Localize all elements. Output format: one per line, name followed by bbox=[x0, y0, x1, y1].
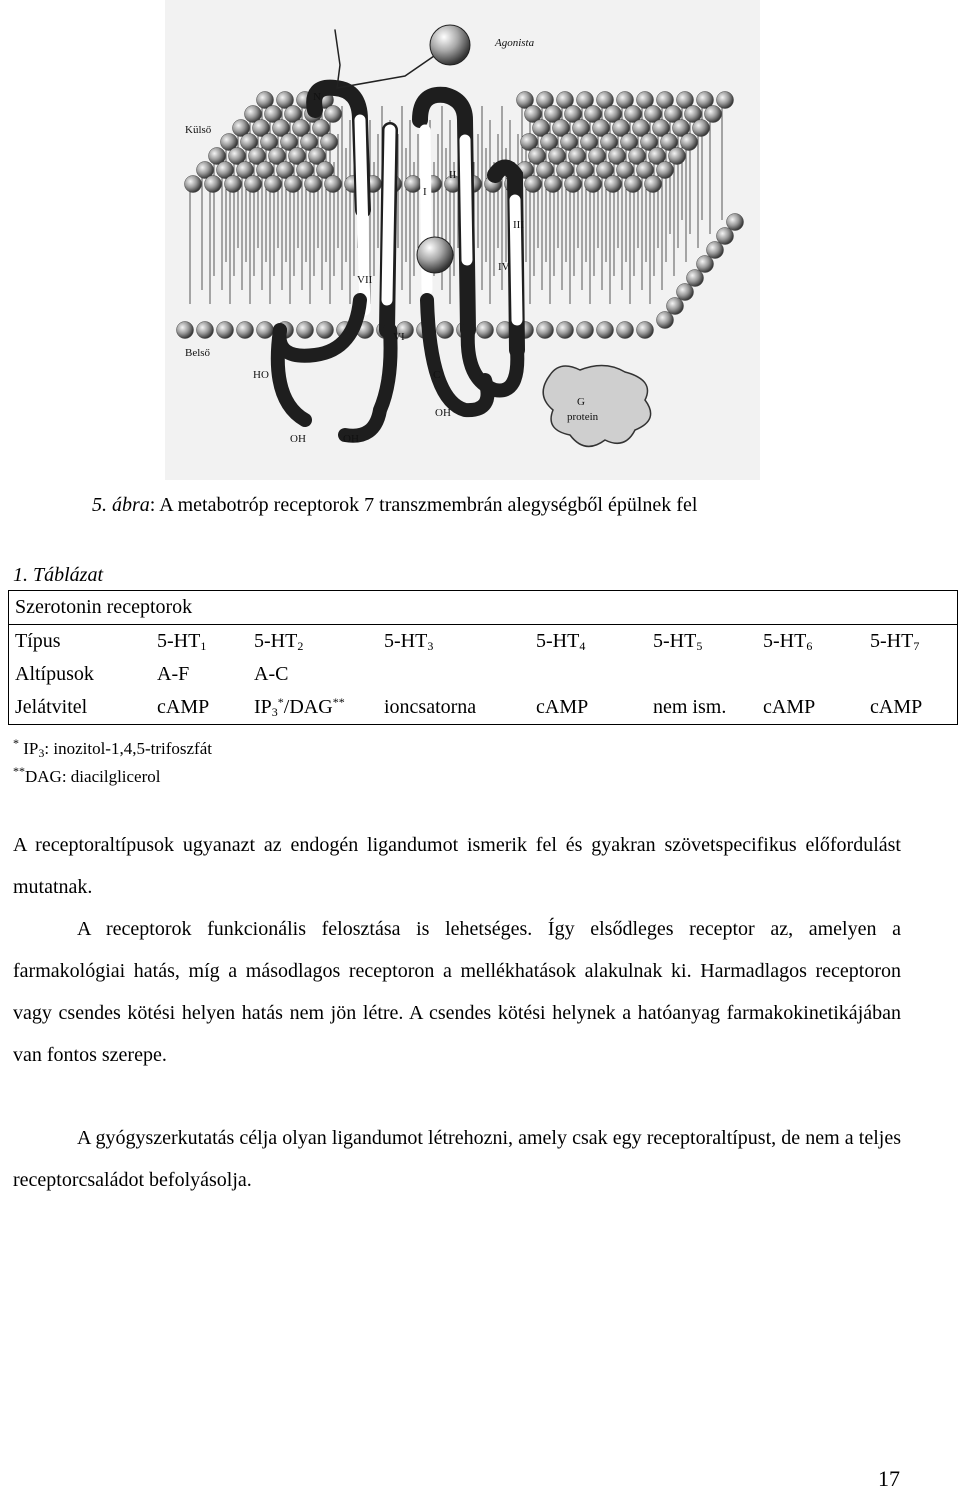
lipid-head bbox=[565, 176, 582, 193]
lipid-head bbox=[325, 106, 342, 123]
transduction-row bbox=[9, 691, 958, 725]
lipid-head bbox=[557, 322, 574, 339]
lipid-head bbox=[707, 242, 724, 259]
label-oh-2: OH bbox=[343, 433, 359, 445]
label-oh-1: OH bbox=[290, 433, 306, 445]
label-outer: Külső bbox=[185, 124, 212, 136]
type-cell: $5-HT_1$ bbox=[157, 629, 207, 653]
label-helix-4: IV bbox=[498, 261, 510, 273]
transduction-cell: ioncsatorna bbox=[378, 691, 530, 725]
caption-prefix: 5. ábra bbox=[92, 494, 150, 516]
subtype-row bbox=[9, 658, 958, 691]
lipid-head bbox=[405, 176, 422, 193]
label-g-protein-2: protein bbox=[567, 411, 599, 423]
label-g-protein-1: G bbox=[577, 396, 585, 408]
label-agonist: Agonista bbox=[495, 37, 535, 49]
lipid-head bbox=[617, 322, 634, 339]
lipid-head bbox=[225, 176, 242, 193]
lipid-head bbox=[687, 270, 704, 287]
subtype-cell bbox=[864, 658, 958, 691]
subtype-cell bbox=[530, 658, 647, 691]
lipid-head bbox=[257, 322, 274, 339]
agonist-ball bbox=[430, 25, 470, 65]
paragraph-2 bbox=[13, 908, 901, 1076]
table-title: 1. Táblázat bbox=[13, 564, 104, 586]
ligand-ball bbox=[417, 237, 453, 273]
table-header: Szerotonin receptorok bbox=[9, 591, 958, 625]
lipid-head bbox=[637, 322, 654, 339]
lipid-head bbox=[717, 228, 734, 245]
transduction-cell: cAMP bbox=[151, 691, 248, 725]
label-n-terminus: N bbox=[313, 91, 321, 103]
lipid-head bbox=[681, 134, 698, 151]
lipid-head bbox=[437, 322, 454, 339]
type-cell: $5-HT_4$ bbox=[536, 629, 586, 653]
paragraph-2-text: A receptorok funkcionális felosztása is lehetséges. Így elsődleges receptor az, amelyen a farmakológiai hatás, míg a másodlagos receptoron a mellékhatások alakulnak ki. Harmadlagos receptoron vagy csendes kötési helyen hatás nem jön létre. A csendes kötési helynek a hatóanyag farmakokinetikájában van fontos szerepe. bbox=[13, 918, 901, 1066]
lipid-head bbox=[285, 176, 302, 193]
lipid-head bbox=[217, 322, 234, 339]
type-cell: $5-HT_3$ bbox=[384, 629, 434, 653]
lipid-head bbox=[525, 176, 542, 193]
label-helix-1: I bbox=[423, 186, 427, 198]
lipid-head bbox=[325, 176, 342, 193]
label-helix-7: VII bbox=[357, 274, 373, 286]
table-header-row bbox=[9, 591, 958, 625]
lipid-head bbox=[657, 162, 674, 179]
paragraph-1-text: A receptoraltípusok ugyanazt az endogén ligandumot ismerik fel és gyakran szövetspecifikus előfordulást mutatnak. bbox=[13, 834, 901, 898]
lipid-head bbox=[545, 176, 562, 193]
receptor-membrane-figure bbox=[165, 0, 760, 480]
lipid-head bbox=[727, 214, 744, 231]
lipid-head bbox=[185, 176, 202, 193]
lipid-head bbox=[537, 322, 554, 339]
label-helix-6: VI bbox=[393, 331, 405, 343]
transduction-cell: nem ism. bbox=[647, 691, 757, 725]
lipid-head bbox=[205, 176, 222, 193]
lipid-head bbox=[197, 322, 214, 339]
lipid-head bbox=[625, 176, 642, 193]
lipid-head bbox=[237, 322, 254, 339]
lipid-head bbox=[705, 106, 722, 123]
lipid-head bbox=[657, 312, 674, 329]
lipid-head bbox=[697, 256, 714, 273]
lipid-head bbox=[597, 322, 614, 339]
lipid-head bbox=[297, 322, 314, 339]
lipid-head bbox=[677, 284, 694, 301]
lipid-head bbox=[585, 176, 602, 193]
label-helix-3: III bbox=[513, 219, 524, 231]
lipid-head bbox=[645, 176, 662, 193]
serotonin-receptor-table bbox=[8, 590, 958, 725]
transduction-label: Jelátvitel bbox=[9, 691, 152, 725]
figure-caption bbox=[92, 494, 697, 517]
page-number: 17 bbox=[878, 1466, 900, 1491]
lipid-head bbox=[265, 176, 282, 193]
label-ho: HO bbox=[253, 369, 269, 381]
lipid-head bbox=[669, 148, 686, 165]
lipid-head bbox=[305, 176, 322, 193]
lipid-head bbox=[667, 298, 684, 315]
footnote-dag: **DAG: diacilglicerol bbox=[13, 764, 161, 786]
subtype-cell: A-F bbox=[157, 663, 190, 685]
subtype-cell bbox=[757, 658, 864, 691]
type-cell: $5-HT_5$ bbox=[653, 629, 703, 653]
paragraph-3-text: A gyógyszerkutatás célja olyan ligandumot létrehozni, amely csak egy receptoraltípust, de nem a teljes receptorcsaládot befolyásolja. bbox=[13, 1127, 901, 1191]
lipid-head bbox=[245, 176, 262, 193]
caption-text: : A metabotróp receptorok 7 transzmembrán alegységből épülnek fel bbox=[149, 494, 698, 516]
label-c-terminus: C bbox=[433, 369, 441, 381]
footnote-ip3: * $IP_3$: inozitol-1,4,5-trifoszfát bbox=[13, 736, 212, 760]
lipid-head bbox=[321, 134, 338, 151]
subtype-cell bbox=[378, 658, 530, 691]
paragraph-3 bbox=[13, 1117, 901, 1201]
transduction-cell: cAMP bbox=[530, 691, 647, 725]
paragraph-1 bbox=[13, 824, 901, 908]
label-helix-2: II bbox=[449, 169, 457, 181]
type-label: Típus bbox=[9, 625, 152, 659]
subtype-cell bbox=[647, 658, 757, 691]
lipid-head bbox=[177, 322, 194, 339]
lipid-head bbox=[717, 92, 734, 109]
type-cell: $5-HT_2$ bbox=[254, 629, 304, 653]
label-inner: Belső bbox=[185, 347, 211, 359]
transduction-cell: $IP_3^*/DAG^{**}$ bbox=[248, 691, 378, 725]
transduction-cell: cAMP bbox=[757, 691, 864, 725]
lipid-head bbox=[577, 322, 594, 339]
subtype-cell: A-C bbox=[254, 663, 289, 685]
lipid-head bbox=[477, 322, 494, 339]
label-oh-3: OH bbox=[435, 407, 451, 419]
lipid-head bbox=[605, 176, 622, 193]
lipid-head bbox=[317, 322, 334, 339]
transduction-cell: cAMP bbox=[864, 691, 958, 725]
type-cell: $5-HT_6$ bbox=[763, 629, 813, 653]
type-row bbox=[9, 625, 958, 659]
type-cell: $5-HT_7$ bbox=[864, 625, 958, 659]
subtype-label: Altípusok bbox=[9, 658, 152, 691]
lipid-head bbox=[693, 120, 710, 137]
